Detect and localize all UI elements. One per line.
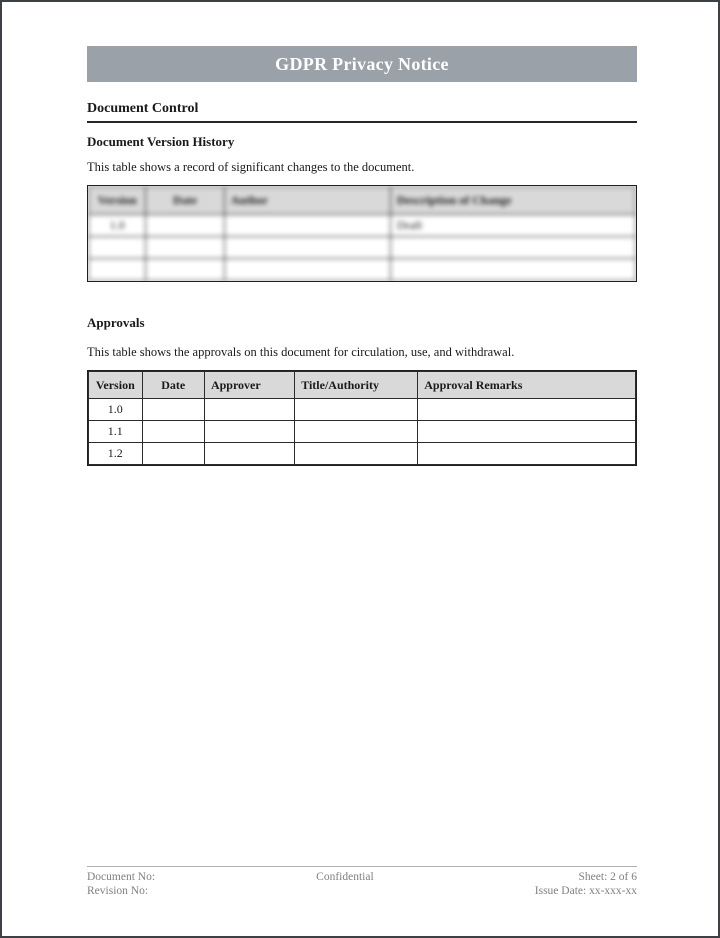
- table-header-row: [89, 372, 636, 399]
- column-header: Version: [89, 372, 143, 399]
- table-row: [89, 215, 636, 237]
- footer-left: [87, 870, 155, 898]
- document-title: GDPR Privacy Notice: [275, 54, 449, 74]
- table-cell: [142, 443, 204, 465]
- table-row: [89, 237, 636, 259]
- table-cell: [146, 215, 224, 237]
- table-cell: [224, 259, 390, 281]
- version-history-description: This table shows a record of significant changes to the document.: [87, 160, 415, 174]
- table-row: [89, 421, 636, 443]
- column-header: Description of Change: [390, 187, 635, 215]
- subsection-heading-version-history: Document Version History: [87, 134, 235, 149]
- table-cell: [142, 421, 204, 443]
- section-heading-document-control: Document Control: [87, 101, 637, 123]
- table-cell: 1.2: [89, 443, 143, 465]
- table-cell: 1.0: [89, 215, 146, 237]
- revision-no-label: Revision No:: [87, 885, 149, 897]
- approvals-table-frame: [87, 370, 637, 466]
- issue-date: Issue Date: xx-xxx-xx: [534, 885, 637, 897]
- table-cell: [295, 421, 418, 443]
- table-cell: [418, 421, 636, 443]
- column-header: Approver: [204, 372, 294, 399]
- footer-right: [535, 870, 637, 898]
- column-header: Title/Authority: [295, 372, 418, 399]
- table-cell: [146, 259, 224, 281]
- table-cell: [204, 443, 294, 465]
- table-cell: [89, 259, 146, 281]
- table-cell: [204, 399, 294, 421]
- table-cell: [418, 443, 636, 465]
- table-cell: [224, 215, 390, 237]
- table-header-row: [89, 187, 636, 215]
- table-cell: [224, 237, 390, 259]
- confidential-label: Confidential: [316, 871, 374, 883]
- table-row: [89, 443, 636, 465]
- footer-center: [316, 870, 374, 898]
- table-row: [89, 399, 636, 421]
- table-cell: 1.0: [89, 399, 143, 421]
- table-row: [89, 259, 636, 281]
- table-cell: [295, 399, 418, 421]
- page-footer: [87, 866, 637, 898]
- sheet-number: Sheet: 2 of 6: [578, 871, 637, 883]
- subsection-heading-approvals: Approvals: [87, 315, 145, 330]
- table-cell: [390, 237, 635, 259]
- table-cell: [146, 237, 224, 259]
- column-header: Version: [89, 187, 146, 215]
- document-no-label: Document No:: [87, 871, 156, 883]
- table-cell: [204, 421, 294, 443]
- column-header: Date: [142, 372, 204, 399]
- table-cell: [142, 399, 204, 421]
- table-cell: 1.1: [89, 421, 143, 443]
- approvals-description: This table shows the approvals on this document for circulation, use, and withdrawal.: [87, 345, 515, 359]
- approvals-table: [88, 371, 636, 465]
- version-history-table-frame: [87, 185, 637, 282]
- column-header: Approval Remarks: [418, 372, 636, 399]
- page-content: [87, 2, 637, 466]
- title-banner: [87, 46, 637, 82]
- table-cell: [390, 259, 635, 281]
- version-history-table: [88, 186, 636, 281]
- column-header: Date: [146, 187, 224, 215]
- table-cell: [295, 443, 418, 465]
- table-cell: Draft: [390, 215, 635, 237]
- table-cell: [89, 237, 146, 259]
- column-header: Author: [224, 187, 390, 215]
- table-cell: [418, 399, 636, 421]
